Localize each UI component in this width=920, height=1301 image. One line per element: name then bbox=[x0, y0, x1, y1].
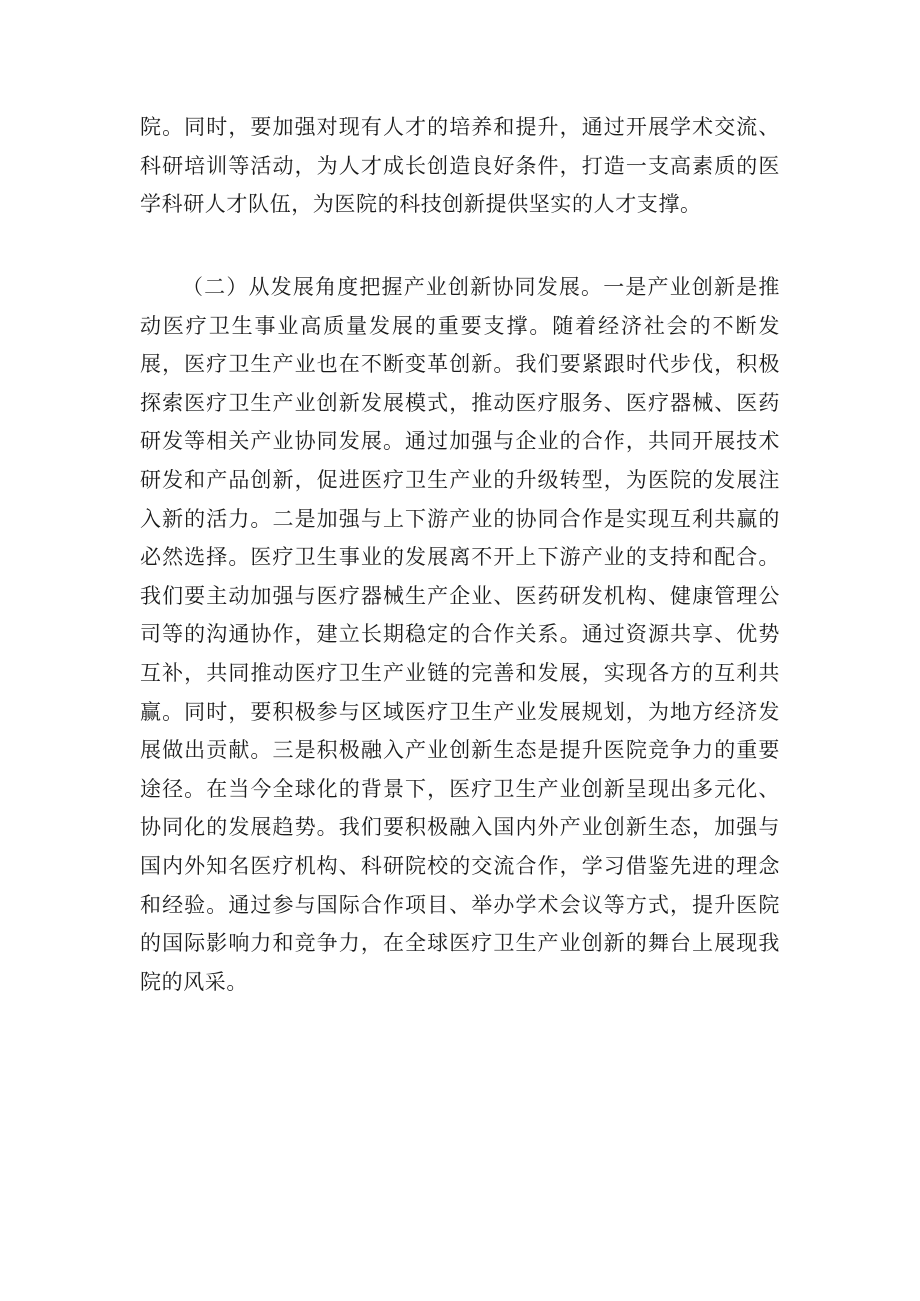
paragraph-continuation: 院。同时，要加强对现有人才的培养和提升，通过开展学术交流、科研培训等活动，为人才成长创造良好条件，打造一支高素质的医学科研人才队伍，为医院的科技创新提供坚实的人才支撑。 bbox=[140, 115, 780, 217]
paragraph-section-two: （二）从发展角度把握产业创新协同发展。一是产业创新是推动医疗卫生事业高质量发展的重要支撑。随着经济社会的不断发展，医疗卫生产业也在不断变革创新。我们要紧跟时代步伐，积极探索医疗卫生产业创新发展模式，推动医疗服务、医疗器械、医药研发等相关产业协同发展。通过加强与企业的合作，共同开展技术研发和产品创新，促进医疗卫生产业的升级转型，为医院的发展注入新的活力。二是加强与上下游产业的协同合作是实现互利共赢的必然选择。医疗卫生事业的发展离不开上下游产业的支持和配合。我们要主动加强与医疗器械生产企业、医药研发机构、健康管理公司等的沟通协作，建立长期稳定的合作关系。通过资源共享、优势互补，共同推动医疗卫生产业链的完善和发展，实现各方的互利共赢。同时，要积极参与区域医疗卫生产业发展规划，为地方经济发展做出贡献。三是积极融入产业创新生态是提升医院竞争力的重要途径。在当今全球化的背景下，医疗卫生产业创新呈现出多元化、协同化的发展趋势。我们要积极融入国内外产业创新生态，加强与国内外知名医疗机构、科研院校的交流合作，学习借鉴先进的理念和经验。通过参与国际合作项目、举办学术会议等方式，提升医院的国际影响力和竞争力，在全球医疗卫生产业创新的舞台上展现我院的风采。 bbox=[140, 275, 780, 994]
